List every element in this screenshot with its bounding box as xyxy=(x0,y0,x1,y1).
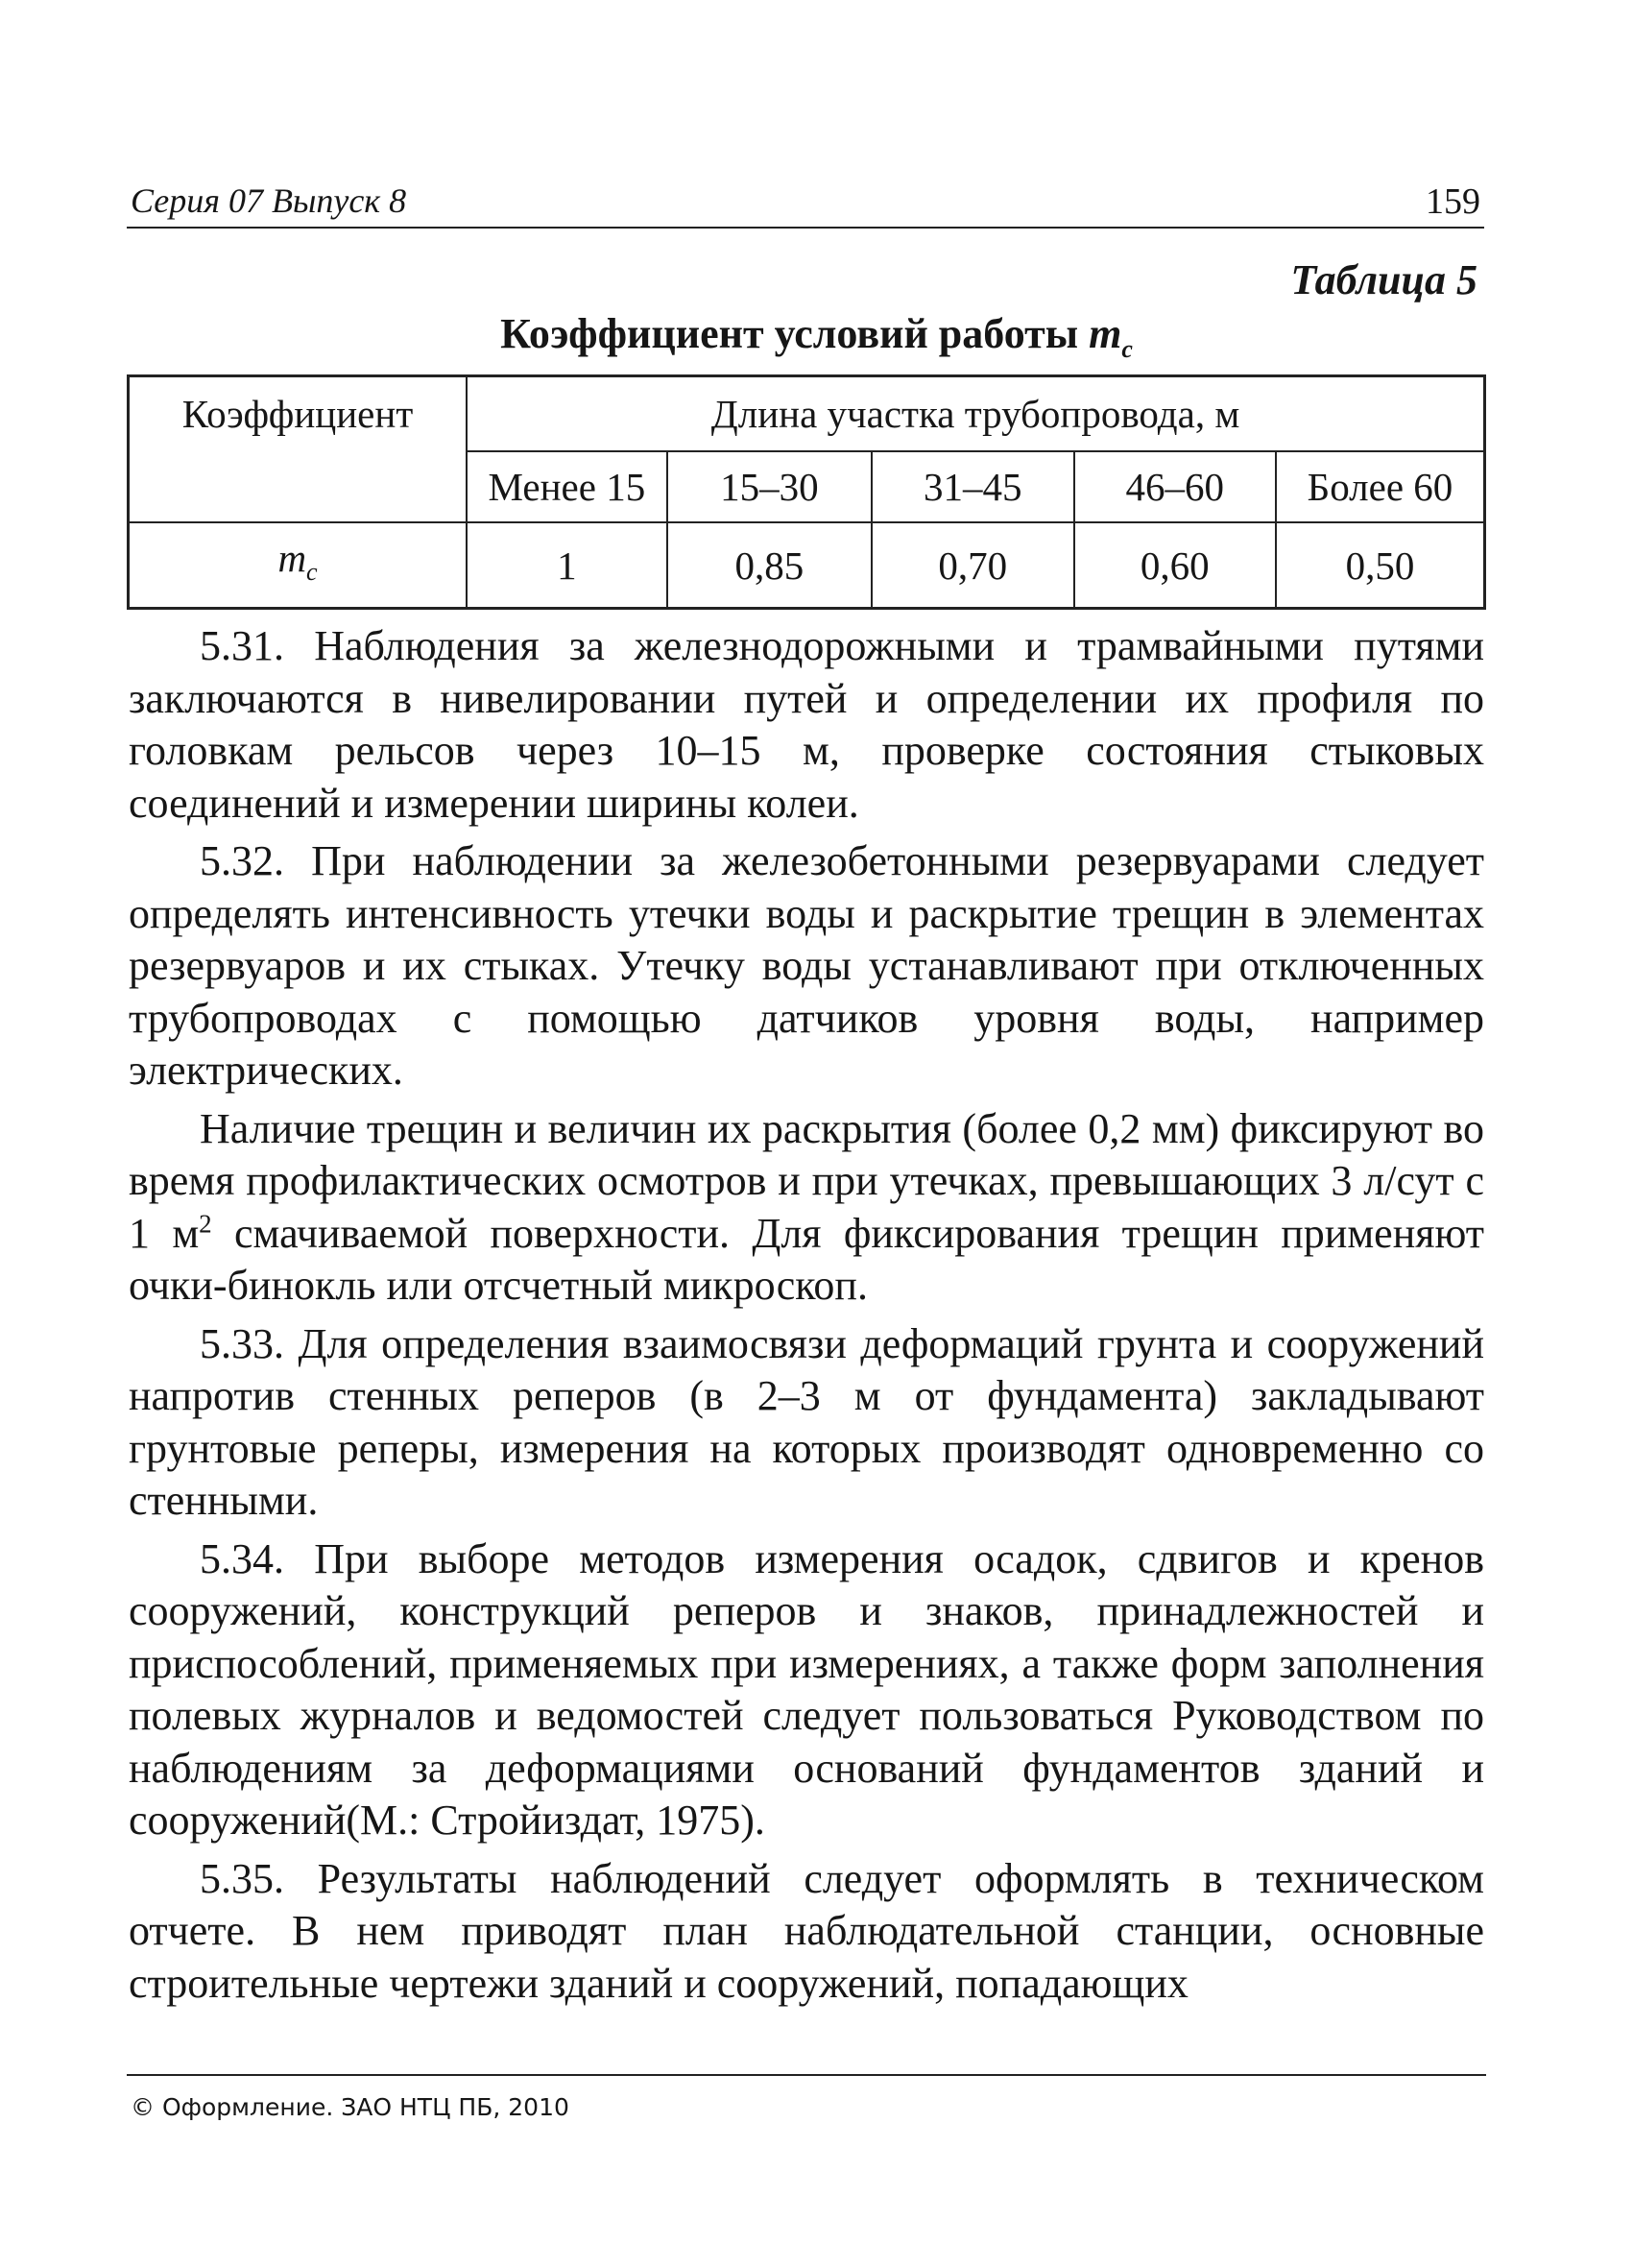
paragraph-cracks xyxy=(129,1103,1484,1313)
value-cell: 0,85 xyxy=(667,522,872,609)
table-label: Таблица 5 xyxy=(1290,256,1477,303)
copyright-text: © Оформление. ЗАО НТЦ ПБ, 2010 xyxy=(131,2093,569,2121)
header-cell-length: Длина участка трубопровода, м xyxy=(467,376,1484,452)
range-cell: Менее 15 xyxy=(467,451,667,522)
body-text xyxy=(129,620,1484,2010)
paragraph-5-35: 5.35. Результаты наблюдений следует оформлять в техническом отчете. В нем приводят план наблюдательной станции, основные строительные чертежи зданий и сооружений, попадающих xyxy=(129,1854,1484,2007)
running-header xyxy=(127,181,1484,229)
paragraph-5-32: 5.32. При наблюдении за железобетонными резервуарами следует определять интенсивность утечки воды и раскрытие трещин в элементах резервуаров и их стыках. Утечку воды устанавливают при отключенных трубопроводах с помощью датчиков уровня воды, например электрических. xyxy=(129,837,1484,1094)
page-number: 159 xyxy=(1426,181,1480,222)
table-title-symbol-sub: c xyxy=(1121,334,1133,363)
paragraph-cracks-part1: Наличие трещин и величин их раскрытия (более 0,2 мм) фиксируют во время профилактических осмотров и при утечках, превышающих 3 л/сут с 1 м xyxy=(129,1104,1484,1257)
paragraph-cracks-part2: смачиваемой поверхности. Для фиксирования трещин применяют очки-бинокль или отсчетный микроскоп. xyxy=(129,1209,1485,1309)
value-cell: 0,60 xyxy=(1074,522,1276,609)
range-cell: 46–60 xyxy=(1074,451,1276,522)
row-symbol: m xyxy=(277,536,307,580)
table-row xyxy=(129,522,1485,609)
value-cell: 1 xyxy=(467,522,667,609)
table-header-row xyxy=(129,376,1485,452)
header-cell-coefficient: Коэффициент xyxy=(129,376,468,523)
range-cell: 15–30 xyxy=(667,451,872,522)
page-footer xyxy=(127,2074,1486,2121)
value-cell: 0,70 xyxy=(872,522,1073,609)
table-title-text: Коэффициент условий работы xyxy=(500,310,1090,357)
paragraph-5-33: 5.33. Для определения взаимосвязи деформаций грунта и сооружений напротив стенных реперов (в 2–3 м от фундамента) закладывают грунтовые реперы, измерения на которых производят одновременно со стенными. xyxy=(129,1319,1484,1524)
row-symbol-cell xyxy=(129,522,468,609)
superscript: 2 xyxy=(199,1208,212,1238)
range-cell: Более 60 xyxy=(1276,451,1485,522)
series-label: Серия 07 Выпуск 8 xyxy=(131,181,407,220)
paragraph-5-31: 5.31. Наблюдения за железнодорожными и трамвайными путями заключаются в нивелировании путей и определении их профиля по головкам рельсов через 10–15 м, проверке состояния стыковых соединений и измерении ширины колеи. xyxy=(129,622,1484,827)
paragraph-5-34: 5.34. При выборе методов измерения осадок, сдвигов и кренов сооружений, конструкций реперов и знаков, принадлежностей и приспособлений, применяемых при измерениях, а также форм заполнения полевых журналов и ведомостей следует пользоваться Руководством по наблюдениям за деформациями оснований фундаментов зданий и сооружений(М.: Стройиздат, 1975). xyxy=(129,1534,1484,1844)
row-symbol-sub: c xyxy=(306,558,318,587)
range-cell: 31–45 xyxy=(872,451,1073,522)
value-cell: 0,50 xyxy=(1276,522,1485,609)
coefficient-table xyxy=(127,374,1486,610)
table-title xyxy=(0,309,1633,364)
table-title-symbol: m xyxy=(1089,310,1122,357)
